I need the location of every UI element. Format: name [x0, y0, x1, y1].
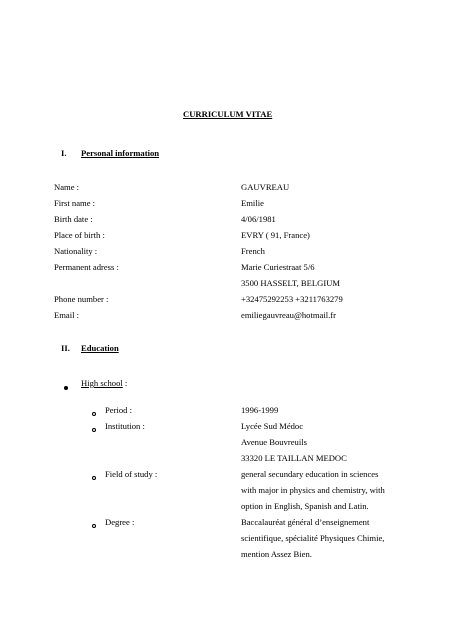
first-name-value: Emilie [241, 198, 264, 208]
email-value: emiliegauvreau@hotmail.fr [241, 310, 337, 320]
circle-bullet-icon [92, 520, 96, 531]
institution-label: Institution : [105, 421, 145, 431]
address-label: Permanent adress : [54, 262, 119, 272]
phone-value: +32475292253 +3211763279 [241, 294, 343, 304]
place-of-birth-label: Place of birth : [54, 230, 105, 240]
degree-line3: mention Assez Bien. [241, 549, 312, 559]
nationality-value: French [241, 246, 265, 256]
circle-bullet-icon [92, 408, 96, 419]
institution-line2: Avenue Bouvreuils [241, 437, 307, 447]
email-label: Email : [54, 310, 80, 320]
circle-bullet-icon [92, 472, 96, 483]
section-number-personal: I. [61, 148, 67, 158]
section-heading-personal: Personal information [81, 148, 160, 158]
name-value: GAUVREAU [241, 182, 290, 192]
document-title: CURRICULUM VITAE [183, 109, 273, 119]
degree-line2: scientifique, spécialité Physiques Chimie, [241, 533, 385, 543]
degree-label: Degree : [105, 517, 135, 527]
address-line1: Marie Curiestraat 5/6 [241, 262, 315, 272]
first-name-label: First name : [54, 198, 96, 208]
nationality-label: Nationality : [54, 246, 98, 256]
degree-line1: Baccalauréat général d’enseignement [241, 517, 370, 527]
birth-date-value: 4/06/1981 [241, 214, 276, 224]
field-of-study-line2: with major in physics and chemistry, with [241, 485, 385, 495]
birth-date-label: Birth date : [54, 214, 93, 224]
bullet-icon [64, 382, 68, 393]
name-label: Name : [54, 182, 80, 192]
high-school-colon: : [122, 378, 128, 388]
circle-bullet-icon [92, 424, 96, 435]
field-of-study-line3: option in English, Spanish and Latin. [241, 501, 369, 511]
field-of-study-label: Field of study : [105, 469, 158, 479]
institution-line3: 33320 LE TAILLAN MEDOC [241, 453, 347, 463]
phone-label: Phone number : [54, 294, 109, 304]
period-value: 1996-1999 [241, 405, 279, 415]
section-number-education: II. [61, 343, 70, 353]
address-line2: 3500 HASSELT, BELGIUM [241, 278, 341, 288]
place-of-birth-value: EVRY ( 91, France) [241, 230, 310, 240]
high-school-heading [81, 378, 127, 389]
section-heading-education: Education [81, 343, 119, 353]
institution-line1: Lycée Sud Médoc [241, 421, 304, 431]
field-of-study-line1: general secundary education in sciences [241, 469, 379, 479]
high-school-label: High school [81, 378, 123, 388]
period-label: Period : [105, 405, 132, 415]
